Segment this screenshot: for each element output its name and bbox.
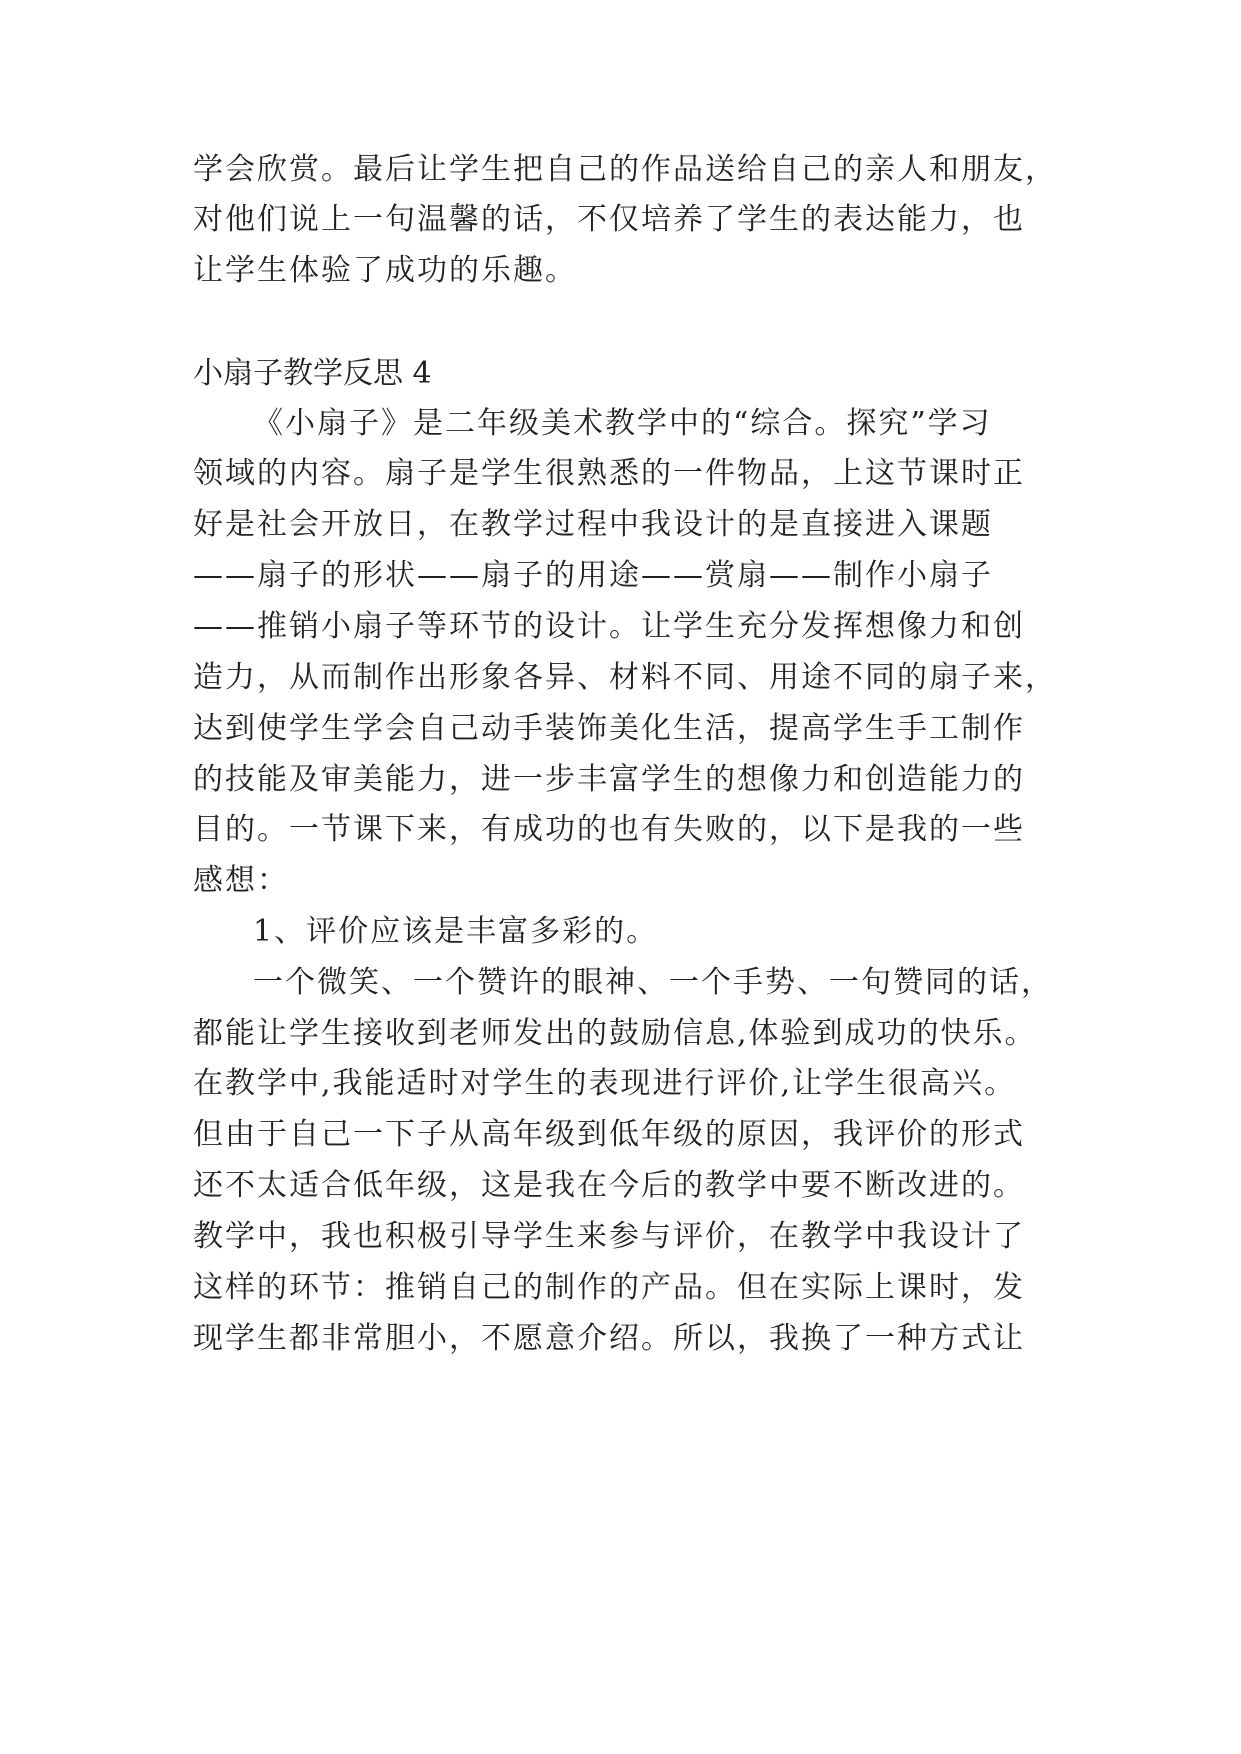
text-line: 的技能及审美能力，进一步丰富学生的想像力和创造能力的 [193, 762, 1025, 797]
text-line: 领域的内容。扇子是学生很熟悉的一件物品，上这节课时正 [193, 456, 1025, 491]
text-line: 都能让学生接收到老师发出的鼓励信息,体验到成功的快乐。 [193, 1016, 1037, 1051]
text-line: 对他们说上一句温馨的话，不仅培养了学生的表达能力，也 [193, 202, 1025, 237]
point-heading: 1、评价应该是丰富多彩的。 [253, 914, 659, 949]
text-line: ——推销小扇子等环节的设计。让学生充分发挥想像力和创 [193, 609, 1025, 644]
text-line: 但由于自己一下子从高年级到低年级的原因，我评价的形式 [193, 1117, 1025, 1152]
text-line: 这样的环节：推销自己的制作的产品。但在实际上课时，发 [193, 1270, 1025, 1305]
text-line: 好是社会开放日，在教学过程中我设计的是直接进入课题 [193, 507, 993, 542]
text-line: 达到使学生学会自己动手装饰美化生活，提高学生手工制作 [193, 711, 1025, 746]
text-line: 一个微笑、一个赞许的眼神、一个手势、一句赞同的话， [253, 965, 1053, 1000]
text-line: 现学生都非常胆小，不愿意介绍。所以，我换了一种方式让 [193, 1321, 1025, 1356]
text-line: 教学中，我也积极引导学生来参与评价，在教学中我设计了 [193, 1219, 1025, 1254]
text-line: ——扇子的形状——扇子的用途——赏扇——制作小扇子 [193, 558, 993, 593]
text-line: 还不太适合低年级，这是我在今后的教学中要不断改进的。 [193, 1168, 1025, 1203]
text-line: 《小扇子》是二年级美术教学中的“综合。探究”学习 [253, 406, 992, 441]
text-line: 在教学中,我能适时对学生的表现进行评价,让学生很高兴。 [193, 1066, 1017, 1101]
text-line: 造力，从而制作出形象各异、材料不同、用途不同的扇子来， [193, 660, 1057, 695]
section-title: 小扇子教学反思 4 [193, 356, 432, 391]
text-line: 目的。一节课下来，有成功的也有失败的，以下是我的一些 [193, 812, 1025, 847]
text-line: 感想： [193, 863, 289, 898]
text-line: 学会欣赏。最后让学生把自己的作品送给自己的亲人和朋友， [193, 152, 1057, 187]
text-line: 让学生体验了成功的乐趣。 [193, 253, 577, 288]
